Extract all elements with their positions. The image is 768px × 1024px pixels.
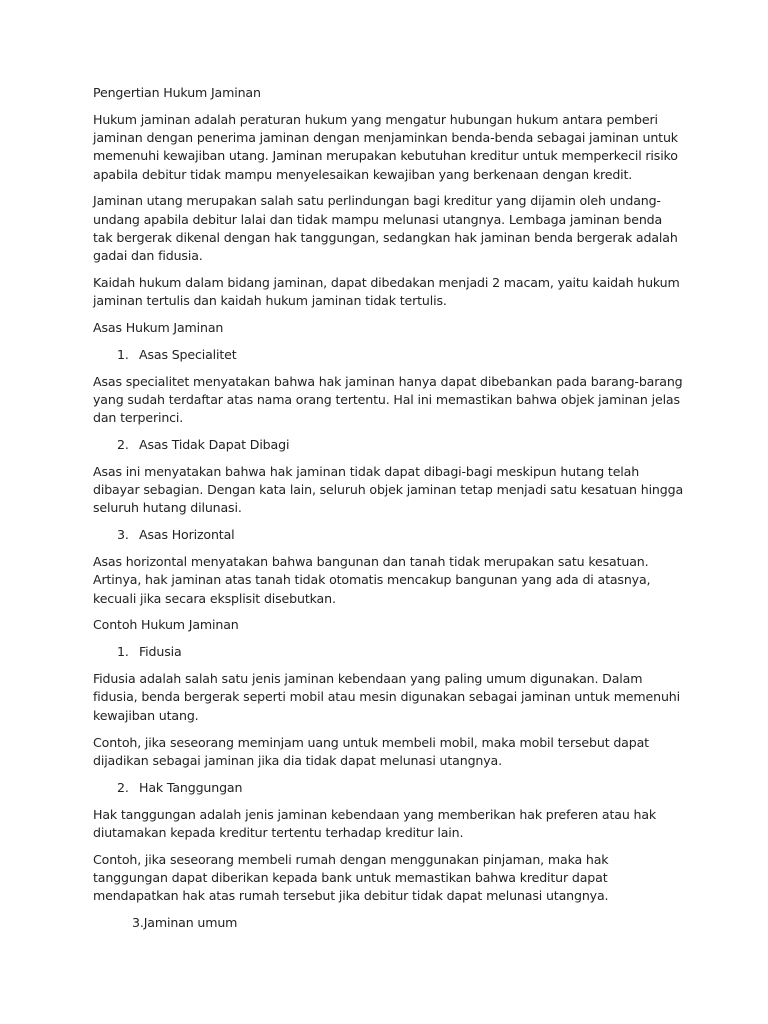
intro-paragraph-1: Hukum jaminan adalah peraturan hukum yang mengatur hubungan hukum antara pemberi jaminan dengan penerima jaminan dengan menjaminkan benda-benda sebagai jaminan untuk memenuhi kewajiban utang. Jaminan merupakan kebutuhan kreditur untuk memperkecil risiko apabila debitur tidak mampu menyelesaikan kewajiban yang berkenaan dengan kredit. (93, 111, 678, 182)
contoh-item-1-paragraph-2: Contoh, jika seseorang meminjam uang untuk membeli mobil, maka mobil tersebut dapat dijadikan sebagai jaminan jika dia tidak dapat melunasi utangnya. (93, 734, 649, 768)
asas-item-3 (93, 526, 683, 544)
contoh-heading: Contoh Hukum Jaminan (93, 617, 239, 633)
contoh-item-2-label: Hak Tanggungan (139, 779, 243, 795)
contoh-item-3: 3.Jaminan umum (132, 914, 238, 930)
asas-item-3-label: Asas Horizontal (139, 527, 235, 543)
asas-heading: Asas Hukum Jaminan (93, 319, 224, 335)
asas-item-3-paragraph: Asas horizontal menyatakan bahwa bangunan dan tanah tidak merupakan satu kesatuan. Artinya, hak jaminan atas tanah tidak otomatis mencakup bangunan yang ada di atasnya, kecuali jika secara eksplisit disebutkan. (93, 554, 651, 606)
contoh-item-2 (93, 779, 683, 797)
asas-item-1 (93, 346, 683, 364)
contoh-item-2-paragraph-1: Hak tanggungan adalah jenis jaminan kebendaan yang memberikan hak preferen atau hak diutamakan kepada kreditur tertentu terhadap kreditur lain. (93, 806, 657, 840)
contoh-item-2-paragraph-2: Contoh, jika seseorang membeli rumah dengan menggunakan pinjaman, maka hak tanggungan dapat diberikan kepada bank untuk memastikan bahwa kreditur dapat mendapatkan hak atas rumah tersebut jika debitur tidak dapat melunasi utangnya. (93, 851, 609, 903)
contoh-item-1-label: Fidusia (139, 644, 182, 660)
document-title: Pengertian Hukum Jaminan (93, 85, 261, 100)
document-body (93, 84, 683, 941)
asas-item-2-paragraph: Asas ini menyatakan bahwa hak jaminan tidak dapat dibagi-bagi meskipun hutang telah dibayar sebagian. Dengan kata lain, seluruh objek jaminan tetap menjadi satu kesatuan hingga seluruh hutang dilunasi. (93, 463, 684, 516)
contoh-item-1-paragraph-1: Fidusia adalah salah satu jenis jaminan kebendaan yang paling umum digunakan. Dalam fidusia, benda bergerak seperti mobil atau mesin digunakan sebagai jaminan untuk memenuhi kewajiban utang. (93, 671, 680, 723)
contoh-item-1 (93, 643, 683, 661)
asas-item-2-label: Asas Tidak Dapat Dibagi (139, 437, 290, 453)
intro-paragraph-2: Jaminan utang merupakan salah satu perlindungan bagi kreditur yang dijamin oleh undang-undang apabila debitur lalai dan tidak mampu melunasi utangnya. Lembaga jaminan benda tak bergerak dikenal dengan hak tanggungan, sedangkan hak jaminan benda bergerak adalah gadai dan fidusia. (93, 193, 678, 263)
asas-item-1-number: 1. (117, 346, 129, 362)
asas-item-3-number: 3. (117, 527, 129, 543)
asas-item-2-number: 2. (117, 437, 129, 453)
contoh-item-1-number: 1. (117, 644, 129, 660)
asas-item-1-paragraph: Asas specialitet menyatakan bahwa hak jaminan hanya dapat dibebankan pada barang-barang yang sudah terdaftar atas nama orang tertentu. Hal ini memastikan bahwa objek jaminan jelas dan terperinci. (93, 373, 683, 426)
contoh-item-2-number: 2. (117, 779, 129, 795)
asas-item-1-label: Asas Specialitet (139, 346, 237, 362)
asas-item-2 (93, 436, 683, 454)
intro-paragraph-3: Kaidah hukum dalam bidang jaminan, dapat dibedakan menjadi 2 macam, yaitu kaidah hukum jaminan tertulis dan kaidah hukum jaminan tidak tertulis. (93, 274, 680, 309)
